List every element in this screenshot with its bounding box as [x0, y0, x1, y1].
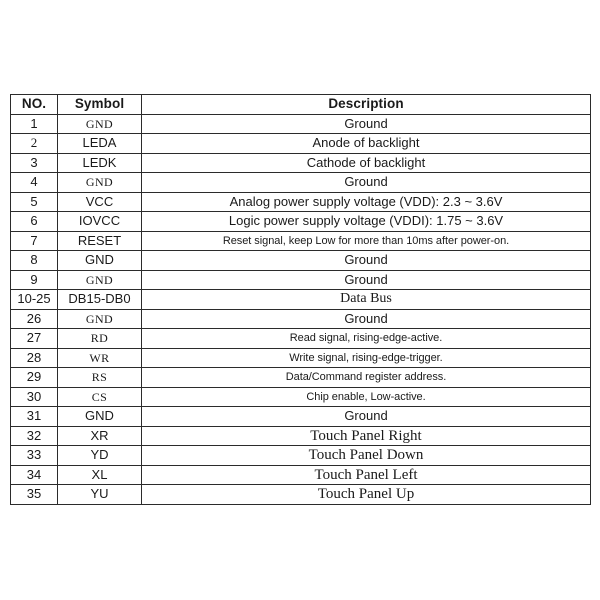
cell-pin-description: Touch Panel Down — [142, 446, 591, 466]
cell-pin-symbol: GND — [58, 173, 142, 193]
cell-pin-symbol: DB15-DB0 — [58, 290, 142, 310]
cell-pin-number: 1 — [11, 114, 58, 134]
cell-pin-number: 29 — [11, 368, 58, 388]
table-row — [11, 212, 591, 232]
cell-pin-description: Touch Panel Left — [142, 465, 591, 485]
cell-pin-description: Ground — [142, 114, 591, 134]
cell-pin-symbol: LEDA — [58, 134, 142, 154]
table-row — [11, 251, 591, 271]
column-header-description: Description — [142, 95, 591, 115]
cell-pin-number: 33 — [11, 446, 58, 466]
cell-pin-symbol: WR — [58, 348, 142, 368]
cell-pin-description: Data/Command register address. — [142, 368, 591, 388]
cell-pin-symbol: GND — [58, 251, 142, 271]
table-header-row — [11, 95, 591, 115]
cell-pin-symbol: RS — [58, 368, 142, 388]
table-row — [11, 465, 591, 485]
cell-pin-symbol: YU — [58, 485, 142, 505]
pin-assignment-table-wrapper — [10, 94, 590, 505]
table-row — [11, 134, 591, 154]
table-row — [11, 270, 591, 290]
table-row — [11, 348, 591, 368]
cell-pin-number: 32 — [11, 426, 58, 446]
cell-pin-description: Analog power supply voltage (VDD): 2.3 ~ 3.6V — [142, 192, 591, 212]
cell-pin-number: 26 — [11, 309, 58, 329]
table-row — [11, 173, 591, 193]
cell-pin-number: 28 — [11, 348, 58, 368]
cell-pin-symbol: RESET — [58, 231, 142, 251]
cell-pin-description: Ground — [142, 407, 591, 427]
cell-pin-symbol: XR — [58, 426, 142, 446]
cell-pin-number: 9 — [11, 270, 58, 290]
cell-pin-symbol: CS — [58, 387, 142, 407]
table-row — [11, 426, 591, 446]
cell-pin-symbol: LEDK — [58, 153, 142, 173]
cell-pin-description: Touch Panel Up — [142, 485, 591, 505]
table-row — [11, 368, 591, 388]
cell-pin-number: 7 — [11, 231, 58, 251]
cell-pin-symbol: GND — [58, 407, 142, 427]
table-row — [11, 192, 591, 212]
cell-pin-number: 10-25 — [11, 290, 58, 310]
cell-pin-description: Cathode of backlight — [142, 153, 591, 173]
cell-pin-description: Write signal, rising-edge-trigger. — [142, 348, 591, 368]
cell-pin-symbol: RD — [58, 329, 142, 349]
column-header-symbol: Symbol — [58, 95, 142, 115]
cell-pin-number: 27 — [11, 329, 58, 349]
cell-pin-description: Ground — [142, 251, 591, 271]
cell-pin-number: 34 — [11, 465, 58, 485]
cell-pin-number: 5 — [11, 192, 58, 212]
column-header-no: NO. — [11, 95, 58, 115]
cell-pin-number: 6 — [11, 212, 58, 232]
cell-pin-description: Chip enable, Low-active. — [142, 387, 591, 407]
cell-pin-description: Reset signal, keep Low for more than 10ms after power-on. — [142, 231, 591, 251]
cell-pin-description: Ground — [142, 309, 591, 329]
table-row — [11, 290, 591, 310]
cell-pin-number: 8 — [11, 251, 58, 271]
pin-assignment-table — [10, 94, 591, 505]
table-header — [11, 95, 591, 115]
cell-pin-description: Read signal, rising-edge-active. — [142, 329, 591, 349]
cell-pin-number: 4 — [11, 173, 58, 193]
table-row — [11, 387, 591, 407]
table-row — [11, 153, 591, 173]
cell-pin-number: 35 — [11, 485, 58, 505]
cell-pin-description: Ground — [142, 173, 591, 193]
cell-pin-symbol: IOVCC — [58, 212, 142, 232]
cell-pin-description: Anode of backlight — [142, 134, 591, 154]
cell-pin-symbol: VCC — [58, 192, 142, 212]
table-row — [11, 231, 591, 251]
table-row — [11, 309, 591, 329]
cell-pin-description: Touch Panel Right — [142, 426, 591, 446]
cell-pin-description: Ground — [142, 270, 591, 290]
table-row — [11, 329, 591, 349]
cell-pin-number: 2 — [11, 134, 58, 154]
table-row — [11, 485, 591, 505]
cell-pin-symbol: YD — [58, 446, 142, 466]
table-row — [11, 114, 591, 134]
cell-pin-number: 30 — [11, 387, 58, 407]
cell-pin-symbol: GND — [58, 309, 142, 329]
table-body — [11, 114, 591, 504]
cell-pin-symbol: GND — [58, 270, 142, 290]
cell-pin-symbol: XL — [58, 465, 142, 485]
cell-pin-number: 31 — [11, 407, 58, 427]
cell-pin-description: Logic power supply voltage (VDDI): 1.75 ~ 3.6V — [142, 212, 591, 232]
table-row — [11, 446, 591, 466]
cell-pin-description: Data Bus — [142, 290, 591, 310]
cell-pin-number: 3 — [11, 153, 58, 173]
cell-pin-symbol: GND — [58, 114, 142, 134]
table-row — [11, 407, 591, 427]
